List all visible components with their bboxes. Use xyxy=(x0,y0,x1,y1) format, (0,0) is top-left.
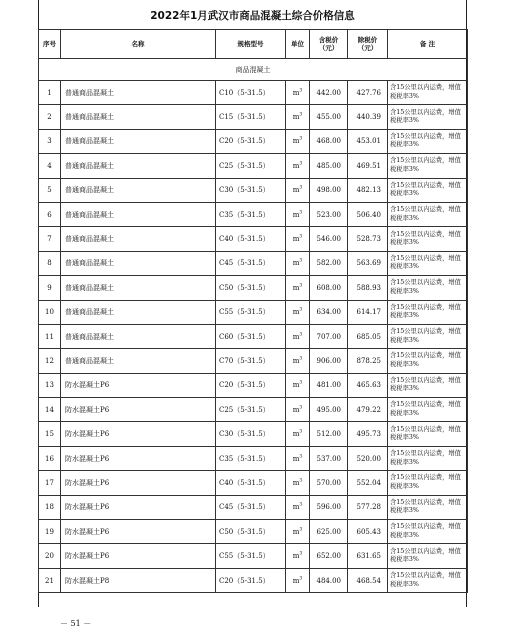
unit-base: m xyxy=(292,503,300,512)
section-row xyxy=(39,59,468,81)
row-spec: C30（5-31.5） xyxy=(216,422,286,446)
row-name: 防水混凝土P6 xyxy=(61,495,216,519)
row-notax-price: 440.39 xyxy=(348,105,388,129)
row-number: 19 xyxy=(39,520,61,544)
unit-exponent: 3 xyxy=(299,137,303,143)
row-unit xyxy=(286,349,310,373)
table-row xyxy=(39,251,468,275)
unit-base: m xyxy=(292,405,300,414)
table-row xyxy=(39,324,468,348)
row-note: 含15公里以内运费，增值税税率3% xyxy=(388,276,468,300)
row-tax-price: 906.00 xyxy=(310,349,348,373)
row-name: 普通商品混凝土 xyxy=(61,251,216,275)
row-name: 普通商品混凝土 xyxy=(61,276,216,300)
section-label: 商品混凝土 xyxy=(39,59,468,81)
row-number: 7 xyxy=(39,227,61,251)
row-unit xyxy=(286,81,310,105)
table-row xyxy=(39,446,468,470)
row-name: 普通商品混凝土 xyxy=(61,129,216,153)
row-unit xyxy=(286,251,310,275)
row-note: 含15公里以内运费，增值税税率3% xyxy=(388,129,468,153)
row-note: 含15公里以内运费，增值税税率3% xyxy=(388,202,468,226)
unit-base: m xyxy=(292,161,300,170)
unit-exponent: 3 xyxy=(299,88,303,94)
row-tax-price: 582.00 xyxy=(310,251,348,275)
row-unit xyxy=(286,446,310,470)
row-notax-price: 506.40 xyxy=(348,202,388,226)
unit-exponent: 3 xyxy=(299,429,303,435)
row-number: 18 xyxy=(39,495,61,519)
row-notax-price: 605.43 xyxy=(348,520,388,544)
row-name: 普通商品混凝土 xyxy=(61,154,216,178)
row-note: 含15公里以内运费，增值税税率3% xyxy=(388,446,468,470)
row-note: 含15公里以内运费，增值税税率3% xyxy=(388,154,468,178)
row-unit xyxy=(286,300,310,324)
row-number: 16 xyxy=(39,446,61,470)
header-spec: 规格型号 xyxy=(216,30,286,59)
row-spec: C20（5-31.5） xyxy=(216,568,286,592)
table-row xyxy=(39,178,468,202)
unit-base: m xyxy=(292,478,300,487)
row-tax-price: 608.00 xyxy=(310,276,348,300)
row-tax-price: 570.00 xyxy=(310,471,348,495)
row-tax-price: 498.00 xyxy=(310,178,348,202)
row-tax-price: 485.00 xyxy=(310,154,348,178)
row-unit xyxy=(286,373,310,397)
row-tax-price: 455.00 xyxy=(310,105,348,129)
row-tax-price: 442.00 xyxy=(310,81,348,105)
row-name: 普通商品混凝土 xyxy=(61,300,216,324)
row-spec: C10（5-31.5） xyxy=(216,81,286,105)
row-name: 普通商品混凝土 xyxy=(61,349,216,373)
row-note: 含15公里以内运费，增值税税率3% xyxy=(388,544,468,568)
row-number: 1 xyxy=(39,81,61,105)
row-spec: C35（5-31.5） xyxy=(216,202,286,226)
row-tax-price: 495.00 xyxy=(310,398,348,422)
row-unit xyxy=(286,154,310,178)
page-title: 2022年1月武汉市商品混凝土综合价格信息 xyxy=(150,10,355,22)
row-name: 防水混凝土P6 xyxy=(61,373,216,397)
row-note: 含15公里以内运费，增值税税率3% xyxy=(388,349,468,373)
row-name: 普通商品混凝土 xyxy=(61,81,216,105)
row-tax-price: 484.00 xyxy=(310,568,348,592)
row-spec: C35（5-31.5） xyxy=(216,446,286,470)
header-no: 序号 xyxy=(39,30,61,59)
row-name: 防水混凝土P8 xyxy=(61,568,216,592)
row-notax-price: 482.13 xyxy=(348,178,388,202)
table-row xyxy=(39,568,468,592)
row-name: 防水混凝土P6 xyxy=(61,471,216,495)
row-number: 4 xyxy=(39,154,61,178)
unit-base: m xyxy=(292,381,300,390)
row-spec: C60（5-31.5） xyxy=(216,324,286,348)
row-number: 20 xyxy=(39,544,61,568)
row-unit xyxy=(286,202,310,226)
row-notax-price: 520.00 xyxy=(348,446,388,470)
unit-base: m xyxy=(292,430,300,439)
row-unit xyxy=(286,398,310,422)
unit-exponent: 3 xyxy=(299,381,303,387)
row-notax-price: 528.73 xyxy=(348,227,388,251)
header-note: 备 注 xyxy=(388,30,468,59)
row-spec: C20（5-31.5） xyxy=(216,373,286,397)
row-spec: C70（5-31.5） xyxy=(216,349,286,373)
row-notax-price: 563.69 xyxy=(348,251,388,275)
unit-exponent: 3 xyxy=(299,332,303,338)
row-name: 防水混凝土P6 xyxy=(61,544,216,568)
row-spec: C45（5-31.5） xyxy=(216,495,286,519)
row-name: 普通商品混凝土 xyxy=(61,227,216,251)
unit-exponent: 3 xyxy=(299,405,303,411)
unit-exponent: 3 xyxy=(299,283,303,289)
row-number: 17 xyxy=(39,471,61,495)
row-notax-price: 453.01 xyxy=(348,129,388,153)
row-number: 5 xyxy=(39,178,61,202)
table-row xyxy=(39,154,468,178)
unit-exponent: 3 xyxy=(299,185,303,191)
row-number: 8 xyxy=(39,251,61,275)
table-row xyxy=(39,520,468,544)
row-name: 防水混凝土P6 xyxy=(61,422,216,446)
unit-base: m xyxy=(292,454,300,463)
row-note: 含15公里以内运费，增值税税率3% xyxy=(388,495,468,519)
row-unit xyxy=(286,276,310,300)
table-row xyxy=(39,300,468,324)
unit-base: m xyxy=(292,210,300,219)
row-unit xyxy=(286,422,310,446)
unit-exponent: 3 xyxy=(299,356,303,362)
row-name: 普通商品混凝土 xyxy=(61,202,216,226)
unit-base: m xyxy=(292,527,300,536)
row-notax-price: 685.05 xyxy=(348,324,388,348)
row-notax-price: 479.22 xyxy=(348,398,388,422)
row-unit xyxy=(286,471,310,495)
table-row xyxy=(39,81,468,105)
row-unit xyxy=(286,544,310,568)
row-unit xyxy=(286,105,310,129)
unit-exponent: 3 xyxy=(299,307,303,313)
unit-exponent: 3 xyxy=(299,551,303,557)
unit-exponent: 3 xyxy=(299,161,303,167)
row-tax-price: 596.00 xyxy=(310,495,348,519)
row-tax-price: 546.00 xyxy=(310,227,348,251)
unit-base: m xyxy=(292,88,300,97)
row-note: 含15公里以内运费，增值税税率3% xyxy=(388,568,468,592)
row-spec: C40（5-31.5） xyxy=(216,227,286,251)
row-notax-price: 468.54 xyxy=(348,568,388,592)
table-row xyxy=(39,227,468,251)
row-unit xyxy=(286,129,310,153)
row-name: 防水混凝土P6 xyxy=(61,520,216,544)
row-note: 含15公里以内运费，增值税税率3% xyxy=(388,178,468,202)
table-row xyxy=(39,373,468,397)
row-note: 含15公里以内运费，增值税税率3% xyxy=(388,422,468,446)
table-row xyxy=(39,276,468,300)
row-number: 6 xyxy=(39,202,61,226)
row-spec: C45（5-31.5） xyxy=(216,251,286,275)
row-number: 11 xyxy=(39,324,61,348)
row-number: 12 xyxy=(39,349,61,373)
unit-exponent: 3 xyxy=(299,112,303,118)
unit-exponent: 3 xyxy=(299,478,303,484)
row-note: 含15公里以内运费，增值税税率3% xyxy=(388,373,468,397)
unit-base: m xyxy=(292,308,300,317)
row-tax-price: 537.00 xyxy=(310,446,348,470)
row-notax-price: 631.65 xyxy=(348,544,388,568)
row-tax-price: 634.00 xyxy=(310,300,348,324)
table-row xyxy=(39,129,468,153)
row-tax-price: 468.00 xyxy=(310,129,348,153)
row-spec: C55（5-31.5） xyxy=(216,544,286,568)
row-number: 3 xyxy=(39,129,61,153)
unit-base: m xyxy=(292,576,300,585)
row-tax-price: 652.00 xyxy=(310,544,348,568)
row-notax-price: 469.51 xyxy=(348,154,388,178)
row-note: 含15公里以内运费，增值税税率3% xyxy=(388,251,468,275)
row-spec: C40（5-31.5） xyxy=(216,471,286,495)
row-name: 普通商品混凝土 xyxy=(61,178,216,202)
row-unit xyxy=(286,324,310,348)
row-name: 防水混凝土P6 xyxy=(61,398,216,422)
row-number: 21 xyxy=(39,568,61,592)
row-spec: C20（5-31.5） xyxy=(216,129,286,153)
row-notax-price: 495.73 xyxy=(348,422,388,446)
unit-exponent: 3 xyxy=(299,527,303,533)
row-number: 2 xyxy=(39,105,61,129)
row-notax-price: 427.76 xyxy=(348,81,388,105)
row-note: 含15公里以内运费，增值税税率3% xyxy=(388,324,468,348)
header-name: 名称 xyxy=(61,30,216,59)
table-row xyxy=(39,544,468,568)
unit-base: m xyxy=(292,552,300,561)
table-row xyxy=(39,471,468,495)
price-table xyxy=(38,29,468,593)
row-unit xyxy=(286,568,310,592)
row-spec: C50（5-31.5） xyxy=(216,520,286,544)
row-tax-price: 512.00 xyxy=(310,422,348,446)
table-row xyxy=(39,422,468,446)
row-notax-price: 614.17 xyxy=(348,300,388,324)
row-tax-price: 523.00 xyxy=(310,202,348,226)
table-row xyxy=(39,349,468,373)
unit-exponent: 3 xyxy=(299,454,303,460)
row-spec: C25（5-31.5） xyxy=(216,154,286,178)
row-number: 9 xyxy=(39,276,61,300)
row-spec: C55（5-31.5） xyxy=(216,300,286,324)
header-notax-price: 除税价（元） xyxy=(348,30,388,59)
row-notax-price: 878.25 xyxy=(348,349,388,373)
row-name: 防水混凝土P6 xyxy=(61,446,216,470)
unit-base: m xyxy=(292,137,300,146)
row-unit xyxy=(286,178,310,202)
unit-exponent: 3 xyxy=(299,576,303,582)
unit-exponent: 3 xyxy=(299,234,303,240)
table-row xyxy=(39,495,468,519)
row-spec: C15（5-31.5） xyxy=(216,105,286,129)
unit-exponent: 3 xyxy=(299,503,303,508)
row-name: 普通商品混凝土 xyxy=(61,324,216,348)
row-unit xyxy=(286,520,310,544)
header-unit: 单位 xyxy=(286,30,310,59)
row-tax-price: 625.00 xyxy=(310,520,348,544)
row-number: 15 xyxy=(39,422,61,446)
page-number: － 51 － xyxy=(60,619,92,628)
row-note: 含15公里以内运费，增值税税率3% xyxy=(388,471,468,495)
row-note: 含15公里以内运费，增值税税率3% xyxy=(388,227,468,251)
row-note: 含15公里以内运费，增值税税率3% xyxy=(388,81,468,105)
row-note: 含15公里以内运费，增值税税率3% xyxy=(388,398,468,422)
row-note: 含15公里以内运费，增值税税率3% xyxy=(388,300,468,324)
row-unit xyxy=(286,495,310,519)
unit-exponent: 3 xyxy=(299,259,303,265)
row-notax-price: 465.63 xyxy=(348,373,388,397)
row-notax-price: 552.04 xyxy=(348,471,388,495)
row-note: 含15公里以内运费，增值税税率3% xyxy=(388,105,468,129)
table-header-row xyxy=(39,30,468,59)
unit-base: m xyxy=(292,356,300,365)
row-note: 含15公里以内运费，增值税税率3% xyxy=(388,520,468,544)
row-unit xyxy=(286,227,310,251)
table-row xyxy=(39,398,468,422)
row-notax-price: 577.28 xyxy=(348,495,388,519)
unit-base: m xyxy=(292,235,300,244)
unit-base: m xyxy=(292,259,300,268)
row-number: 13 xyxy=(39,373,61,397)
header-tax-price: 含税价（元） xyxy=(310,30,348,59)
row-tax-price: 707.00 xyxy=(310,324,348,348)
table-row xyxy=(39,105,468,129)
row-name: 普通商品混凝土 xyxy=(61,105,216,129)
row-number: 10 xyxy=(39,300,61,324)
unit-base: m xyxy=(292,186,300,195)
row-notax-price: 588.93 xyxy=(348,276,388,300)
row-spec: C30（5-31.5） xyxy=(216,178,286,202)
row-number: 14 xyxy=(39,398,61,422)
row-spec: C50（5-31.5） xyxy=(216,276,286,300)
unit-exponent: 3 xyxy=(299,210,303,216)
unit-base: m xyxy=(292,113,300,122)
row-spec: C25（5-31.5） xyxy=(216,398,286,422)
row-tax-price: 481.00 xyxy=(310,373,348,397)
unit-base: m xyxy=(292,283,300,292)
unit-base: m xyxy=(292,332,300,341)
table-row xyxy=(39,202,468,226)
